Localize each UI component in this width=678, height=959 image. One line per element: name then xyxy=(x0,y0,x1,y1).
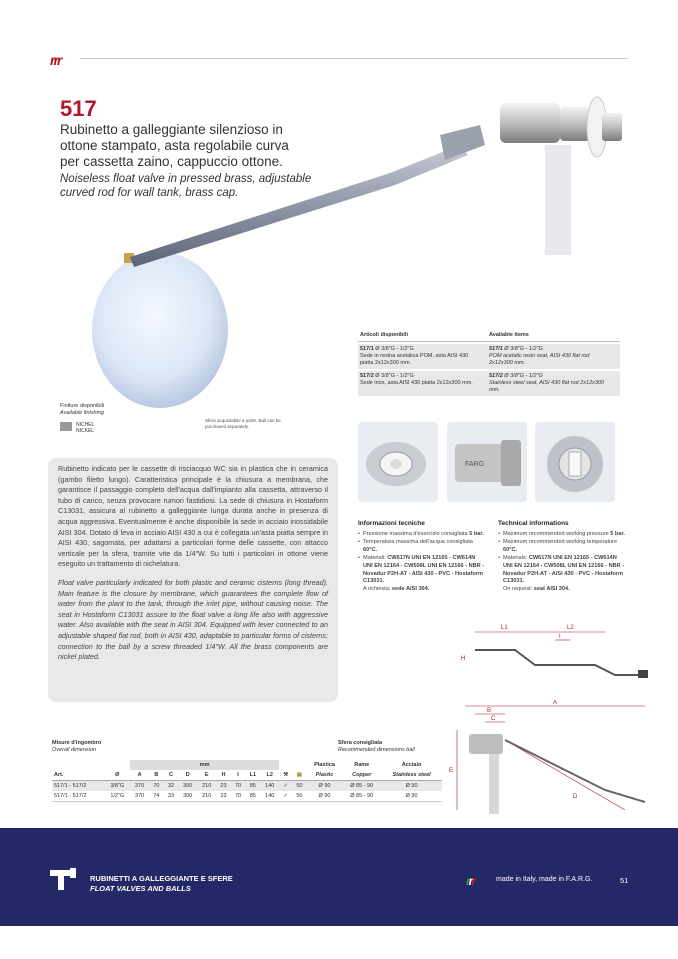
avail-header-it: Articoli disponibili xyxy=(360,332,408,338)
float-valve-icon xyxy=(50,868,80,890)
svg-text:A: A xyxy=(553,700,558,706)
description-it: Rubinetto indicato per le cassette di risciacquo WC sia in plastica che in ceramica (gambo filetto lungo). Caratteristica principale è la chiusura a membrana, che garantisce il passaggio completo dell'acqua dall'impianto alla cassetta, attraverso il tubo di carico, senza provocare rumori fastidiosi. La sede di chiusura in Hostaform C13031, assicura al rubinetto a galleggiante lunga durata anche in presenza di acqua aggressiva. Eventualmente è anche disponibile la sede in acciaio inossidabile AISI 304. Dotato di leva in acciaio AISI 430 a cui è collegata un'asta piatta sempre in AISI 430, sagomata, per adattarsi a particolari forme delle cassette, con attacco verticale per la sfera, tramite vite da 1/4"W. Su tutti i particolari in ottone viene eseguito un trattamento di nichelatura. xyxy=(58,464,328,569)
table-row: 517/1 - 517/2 3/8"G 370 70 32 300 210 23 70 85 140 ✓ 50 Ø 90 Ø 85 - 90 Ø 90 xyxy=(52,781,442,792)
product-title-it: Rubinetto a galleggiante silenzioso in ottone stampato, asta regolabile curva per cassetta zaino, cappuccio ottone. xyxy=(60,122,289,169)
made-in-text: made in Italy, made in F.A.R.G. xyxy=(496,876,593,883)
product-title-en: Noiseless float valve in pressed brass, adjustable curved rod for wall tank, brass cap. xyxy=(60,173,312,199)
svg-text:H: H xyxy=(461,656,466,662)
svg-text:D: D xyxy=(573,794,578,800)
ball-note: Sfera acquistabile a parte. Ball can be purchased separately. xyxy=(205,418,281,429)
svg-text:I: I xyxy=(559,634,561,640)
check-icon: ✓ xyxy=(279,781,292,792)
nickel-swatch xyxy=(60,422,72,431)
dimensions-table: mm Plastica Rame Acciaio Art. Ø A B C D E H I L1 L2 ⚒ ▣ Plastic Copper Stainless steel 517/1 - 517/2 3/8"G 370 70 32 300 210 23 70 85 140 ✓ 50 Ø 90 Ø 85 - 90 Ø 90 517/1 - 517/2 1/2"G 370 74 33 300 210 23 70 85 140 ✓ 50 Ø 90 Ø 85 - 90 Ø 90 xyxy=(52,760,442,802)
avail-row: 517/1 Ø 3/8"G - 1/2"G Sede in resina acetalica POM, asta AISI 430 piatta 2x12x300 mm. 517/1 Ø 3/8"G - 1/2"G POM acetalic resin seat, AISI 430 flat rod 2x12x300 mm. xyxy=(358,344,620,369)
svg-text:L2: L2 xyxy=(567,625,574,631)
page-number: 51 xyxy=(620,876,629,885)
svg-text:B: B xyxy=(487,708,492,714)
swatch-label: NICHEL NICKEL xyxy=(76,422,95,434)
description-en: Float valve particularly indicated for both plastic and ceramic cisterns (long thread). Main feature is the closure by membrane, which guarantees the complete flow of water from the plant to the tank, through the inlet pipe, without causing noise. The seat in Hostaform C13031 assure to the float valve a long life also with aggressive water. Also available with the seat in AISI 304. Equipped with lever connected to an adjustable shaped flat rod, both in AISI 430, adaptable to particular forms of cisterns; connection to the ball by a screw threaded 1/4"W. All the brass components are nickel plated. xyxy=(58,577,328,662)
svg-text:L1: L1 xyxy=(501,625,508,631)
available-items xyxy=(358,330,620,396)
sphere-title: Sfera consigliata Recommended dimensions ball xyxy=(338,740,415,753)
check-icon: ✓ xyxy=(279,791,292,802)
unit-header: mm xyxy=(130,760,279,770)
footer-brand-logo: rrr xyxy=(466,874,475,888)
finishes-label: Finiture disponibili Available finishing xyxy=(60,403,105,416)
table-row: 517/1 - 517/2 1/2"G 370 74 33 300 210 23 70 85 140 ✓ 50 Ø 90 Ø 85 - 90 Ø 90 xyxy=(52,791,442,802)
avail-row: 517/2 Ø 3/8"G - 1/2"G Sede inox, asta AISI 430 piatta 2x12x300 mm. 517/2 Ø 3/8"G - 1/2"G Stainless steel seat, AISI 430 flat rod 2x12x300 mm. xyxy=(358,371,620,396)
brand-logo: rrr xyxy=(50,52,61,68)
detail-photo-body xyxy=(447,422,527,502)
avail-header-en: Available items xyxy=(489,332,529,338)
tech-info-en: Technical informations • Maximum recommended working pressure 5 bar. • Maximum recommended working temperature 60°C. • Materials: CW617N UNI EN 12165 - CW614N UNI EN 12164 - CW508L UNI EN 12166 - NBR - Novadur P2H-AT - AISI 430 - PVC - Hostaform C13031. On request: seat AISI 304. xyxy=(498,520,626,594)
detail-photo-seat xyxy=(358,422,438,502)
footer-category-it: RUBINETTI A GALLEGGIANTE E SFERE xyxy=(90,874,233,883)
tap-icon: ⚒ xyxy=(279,770,292,781)
svg-text:E: E xyxy=(449,768,454,774)
assembly-drawing xyxy=(445,700,660,820)
tech-info-it: Informazioni tecniche • Pressione massima d'esercizio consigliata 5 bar. • Temperatura massima dell'acqua consigliata 60°C. • Materiali: CW617N UNI EN 12165 - CW614N UNI EN 12164 - CW508L UNI EN 12166 - NBR - Novadur P2H-AT - AISI 430 - PVC - Hostaform C13031. A richiesta: sede AISI 304. xyxy=(358,520,486,594)
svg-text:FARG: FARG xyxy=(465,461,485,468)
inlet-pipe xyxy=(545,145,571,255)
box-icon: ▣ xyxy=(292,770,307,781)
svg-text:C: C xyxy=(491,716,496,722)
header-divider xyxy=(80,58,628,59)
rod-drawing xyxy=(455,620,655,690)
product-code: 517 xyxy=(60,96,97,121)
float-ball xyxy=(92,252,228,408)
valve-body xyxy=(500,103,560,143)
description-box xyxy=(48,458,338,702)
detail-photo-nozzle xyxy=(535,422,615,502)
footer-category-en: FLOAT VALVES AND BALLS xyxy=(90,884,191,893)
dimensions-title: Misure d'ingombro Overall dimension xyxy=(52,740,102,753)
